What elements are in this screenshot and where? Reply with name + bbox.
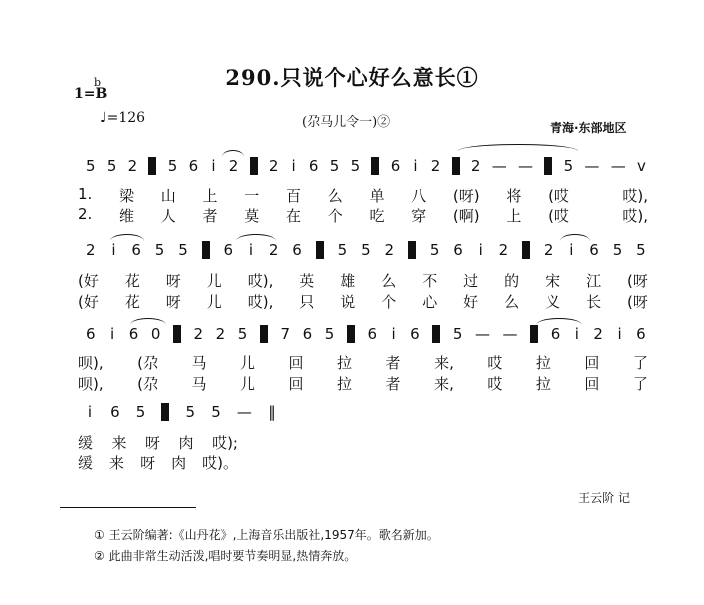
slur-mark <box>560 234 590 241</box>
lyric-syllable: 穿 <box>411 207 427 225</box>
lyric-syllable: 上 <box>202 187 218 205</box>
note: 5 <box>237 325 248 343</box>
note: 5 <box>350 157 361 175</box>
notation-row-2 <box>86 241 646 259</box>
lyric-syllable: 哎)。 <box>202 454 238 472</box>
lyric-syllable: (呀 <box>627 293 648 311</box>
note: 5 <box>167 157 178 175</box>
note: 6 <box>308 157 319 175</box>
tune-subtitle: (尕马儿令一)② <box>302 115 391 130</box>
lyric-syllable: 个 <box>327 207 343 225</box>
lyric-syllable: 回 <box>288 354 304 372</box>
lyric-syllable: 拉 <box>535 375 551 393</box>
notation-row-3 <box>86 325 646 343</box>
lyric-syllable: 一 <box>244 187 260 205</box>
lyric-syllable: 八 <box>411 187 427 205</box>
note: 6 <box>367 325 377 343</box>
lyric-syllable: 个 <box>381 293 397 311</box>
lyric-syllable: 了 <box>632 375 648 393</box>
lyric-syllable: 者 <box>202 207 218 225</box>
note: i <box>291 157 296 175</box>
bar-line <box>173 325 181 343</box>
note: 6 <box>128 325 139 343</box>
note: 6 <box>110 403 120 421</box>
lyric-syllable: 儿 <box>240 375 256 393</box>
note: i <box>569 241 574 259</box>
lyric-syllable: 者 <box>385 354 401 372</box>
lyric-syllable: (哎 <box>548 187 569 205</box>
region-label: 青海·东部地区 <box>550 121 627 135</box>
bar-line <box>316 241 324 259</box>
slur-mark <box>536 318 582 325</box>
slur-mark <box>458 144 578 151</box>
lyric-syllable: 马 <box>191 354 207 372</box>
key-label: 1= <box>74 86 96 102</box>
bar-line <box>544 157 552 175</box>
lyric-syllable: 缓 <box>78 454 94 472</box>
lyric-syllable: 回 <box>584 375 600 393</box>
note: 5 <box>563 157 574 175</box>
footnote-1: ① 王云阶编著:《山丹花》,上海音乐出版社,1957年。歌名新加。 <box>94 528 439 542</box>
note: i <box>413 157 418 175</box>
note: i <box>391 325 396 343</box>
note: i <box>110 325 115 343</box>
note: 6 <box>589 241 599 259</box>
lyric-syllable: 来, <box>434 375 454 393</box>
lyric-syllable: 拉 <box>337 375 353 393</box>
note: 5 <box>185 403 196 421</box>
lyric-syllable: 长 <box>586 293 602 311</box>
lyric-syllable: 2. <box>78 205 93 223</box>
note: 5 <box>211 403 221 421</box>
bar-line <box>530 325 538 343</box>
lyric-syllable: 呀 <box>140 454 156 472</box>
note: 6 <box>302 325 313 343</box>
lyric-syllable: 来 <box>111 434 127 452</box>
lyric-syllable: 好 <box>463 293 479 311</box>
lyric-syllable: 肉 <box>171 454 187 472</box>
lyric-syllable: 呀 <box>165 272 181 290</box>
lyric-syllable: 山 <box>160 187 176 205</box>
lyric-syllable: 呗), <box>78 375 104 393</box>
lyric-syllable: 的 <box>504 272 520 290</box>
notation-row-4 <box>86 403 276 421</box>
slur-mark <box>236 234 276 241</box>
lyric-syllable: 哎), <box>247 293 274 311</box>
note: 2 <box>268 157 279 175</box>
lyric-syllable: 莫 <box>244 207 260 225</box>
note: i <box>617 325 622 343</box>
note: — <box>610 157 626 175</box>
lyric-syllable: 哎); <box>212 434 238 452</box>
slur-mark <box>222 150 244 157</box>
lyric-syllable: 花 <box>124 293 140 311</box>
lyric-syllable: 肉 <box>178 434 194 452</box>
lyric-syllable: 呗), <box>78 354 104 372</box>
lyric-syllable: 缓 <box>78 434 94 452</box>
note: 2 <box>430 157 441 175</box>
lyric-row-4-verse-1 <box>78 432 238 453</box>
note: 5 <box>636 241 646 259</box>
lyric-syllable: (好 <box>78 272 99 290</box>
note: i <box>574 325 579 343</box>
footnote-2: ② 此曲非常生动活泼,唱时要节奏明显,热情奔放。 <box>94 549 357 563</box>
note: 6 <box>131 241 141 259</box>
lyric-syllable: 马 <box>191 375 207 393</box>
note: 5 <box>452 325 463 343</box>
lyric-syllable: 只 <box>299 293 315 311</box>
bar-line <box>347 325 355 343</box>
note: 5 <box>337 241 348 259</box>
lyric-syllable: (尕 <box>137 354 158 372</box>
lyric-syllable: 哎), <box>247 272 274 290</box>
lyric-syllable: 将 <box>506 187 522 205</box>
lyric-syllable: (尕 <box>137 375 158 393</box>
note: 5 <box>86 157 96 175</box>
lyric-syllable: 梁 <box>119 187 135 205</box>
lyric-syllable: 过 <box>463 272 479 290</box>
lyric-row-3-verse-1 <box>78 352 648 373</box>
note: 2 <box>86 241 96 259</box>
lyric-syllable: 儿 <box>240 354 256 372</box>
lyric-syllable: 么 <box>381 272 397 290</box>
lyric-row-4-verse-2 <box>78 452 238 473</box>
lyric-syllable: 哎 <box>487 354 503 372</box>
note: — <box>584 157 600 175</box>
lyric-syllable: 哎 <box>487 375 503 393</box>
lyric-row-2-verse-2 <box>78 291 648 312</box>
lyric-syllable: 者 <box>385 375 401 393</box>
key-signature <box>74 86 107 102</box>
note: 5 <box>361 241 371 259</box>
lyric-syllable: 上 <box>506 207 522 225</box>
lyric-syllable: 雄 <box>340 272 356 290</box>
lyric-syllable: 说 <box>340 293 356 311</box>
lyric-syllable: (哎 <box>548 207 569 225</box>
note: 6 <box>636 325 646 343</box>
note: 6 <box>550 325 561 343</box>
lyric-syllable: 拉 <box>535 354 551 372</box>
note: 2 <box>228 157 239 175</box>
note: 5 <box>329 157 340 175</box>
lyric-row-1-verse-2 <box>78 205 648 226</box>
lyric-syllable: 吃 <box>369 207 385 225</box>
lyric-syllable: 维 <box>119 207 135 225</box>
note: 6 <box>223 241 234 259</box>
bar-line <box>202 241 210 259</box>
lyric-syllable: 在 <box>285 207 301 225</box>
lyric-row-1-verse-1 <box>78 185 648 206</box>
bar-line <box>260 325 268 343</box>
note: 6 <box>86 325 96 343</box>
note: 5 <box>106 157 117 175</box>
note: — <box>491 157 507 175</box>
lyric-syllable: 花 <box>124 272 140 290</box>
note: i <box>478 241 483 259</box>
bar-line <box>371 157 379 175</box>
lyric-syllable: 哎), <box>622 207 648 225</box>
lyric-row-3-verse-2 <box>78 373 648 394</box>
lyric-syllable: 儿 <box>206 272 222 290</box>
bar-line <box>148 157 156 175</box>
note: i <box>248 241 254 259</box>
note: i <box>211 157 216 175</box>
note: 5 <box>324 325 335 343</box>
footnote-divider <box>60 507 196 508</box>
lyric-syllable: 人 <box>160 207 176 225</box>
lyric-syllable: (呀) <box>452 187 480 205</box>
lyric-syllable: 不 <box>422 272 438 290</box>
lyric-syllable: 了 <box>632 354 648 372</box>
lyric-syllable: 回 <box>288 375 304 393</box>
note: i <box>87 403 93 421</box>
lyric-row-2-verse-1 <box>78 270 648 291</box>
note: 5 <box>154 241 165 259</box>
note: 5 <box>429 241 440 259</box>
note: ‖ <box>268 403 276 421</box>
bar-line <box>522 241 530 259</box>
lyric-syllable: 1. <box>78 185 93 203</box>
note: 2 <box>498 241 509 259</box>
lyric-syllable: 么 <box>327 187 343 205</box>
bar-line <box>250 157 258 175</box>
lyric-syllable: 来 <box>109 454 125 472</box>
note: 2 <box>127 157 138 175</box>
note: 2 <box>215 325 226 343</box>
note: 2 <box>268 241 279 259</box>
note: — <box>502 325 518 343</box>
lyric-syllable: 拉 <box>337 354 353 372</box>
lyric-syllable: 义 <box>545 293 561 311</box>
note: 2 <box>470 157 481 175</box>
song-title: 290.只说个心好么意长① <box>225 65 479 90</box>
note: 6 <box>390 157 401 175</box>
lyric-syllable: 心 <box>422 293 438 311</box>
note: 7 <box>280 325 291 343</box>
lyric-syllable: (呀 <box>627 272 648 290</box>
lyric-syllable: 百 <box>285 187 301 205</box>
note: 6 <box>292 241 302 259</box>
bar-line <box>452 157 460 175</box>
slur-mark <box>110 234 144 241</box>
flat-sign: b <box>94 76 102 89</box>
note: 2 <box>593 325 603 343</box>
bar-line <box>408 241 416 259</box>
lyric-syllable: 英 <box>299 272 315 290</box>
lyric-syllable: 么 <box>504 293 520 311</box>
bar-line <box>432 325 440 343</box>
lyric-syllable: 江 <box>586 272 602 290</box>
note: 5 <box>135 403 146 421</box>
notation-row-1 <box>86 157 646 175</box>
lyric-syllable: 回 <box>584 354 600 372</box>
note: v <box>636 157 646 175</box>
note: — <box>518 157 534 175</box>
tempo-marking: ♩=126 <box>100 110 146 126</box>
key-note: B <box>95 86 108 102</box>
note: 6 <box>453 241 463 259</box>
note: 2 <box>543 241 554 259</box>
lyric-syllable: 呀 <box>145 434 161 452</box>
note: i <box>111 241 116 259</box>
note: 2 <box>193 325 204 343</box>
note: 6 <box>410 325 420 343</box>
bar-line <box>161 403 169 421</box>
note: 5 <box>178 241 188 259</box>
slur-mark <box>130 318 166 325</box>
note: 6 <box>188 157 199 175</box>
note: 2 <box>384 241 395 259</box>
lyric-syllable: 儿 <box>206 293 222 311</box>
lyric-syllable: 来, <box>434 354 454 372</box>
note: 5 <box>612 241 623 259</box>
lyric-syllable: 宋 <box>545 272 561 290</box>
lyric-syllable: 单 <box>369 187 385 205</box>
note: 0 <box>150 325 161 343</box>
lyric-syllable: 呀 <box>165 293 181 311</box>
note: — <box>236 403 252 421</box>
lyric-syllable: 哎), <box>622 187 648 205</box>
note: — <box>474 325 490 343</box>
lyric-syllable: (好 <box>78 293 99 311</box>
lyric-syllable: (啊) <box>452 207 480 225</box>
recorder-credit: 王云阶 记 <box>578 491 630 505</box>
